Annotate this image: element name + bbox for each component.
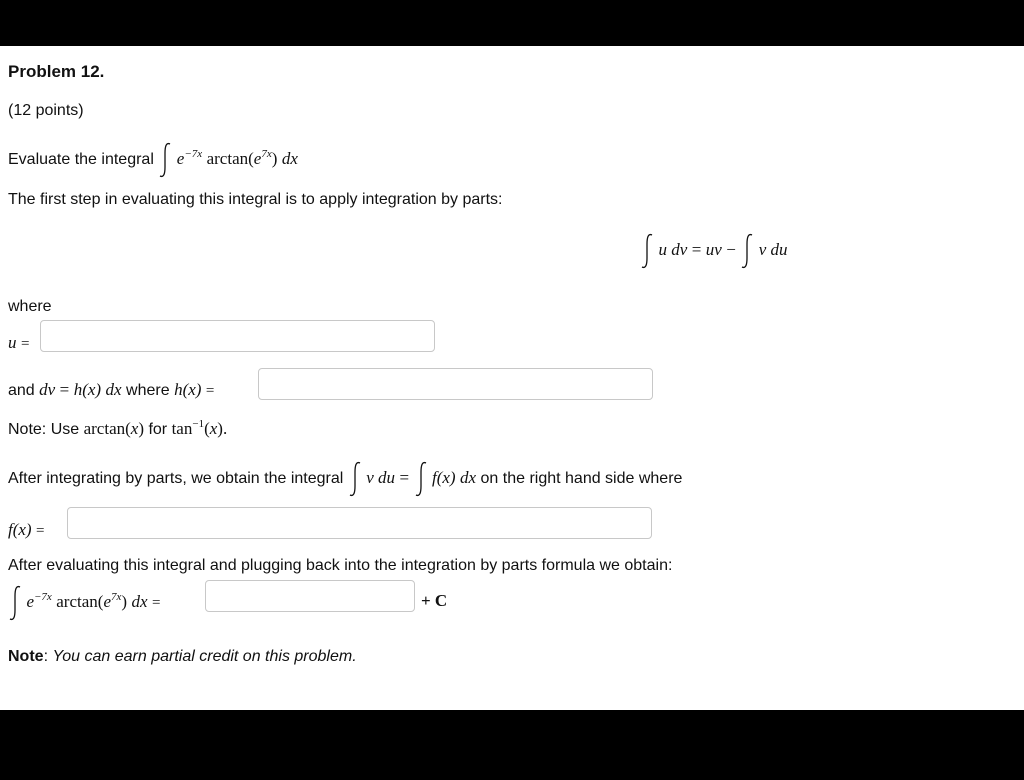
after-parts-suffix: on the right hand side where — [480, 470, 683, 488]
final-row — [8, 584, 160, 622]
problem-points: (12 points) — [8, 102, 84, 119]
after-eval-text: After evaluating this integral and plugging back into the integration by parts formula we obtain: — [8, 557, 673, 574]
plus-c — [421, 591, 447, 611]
after-parts-dx: dx — [460, 468, 477, 488]
note-end: ). — [217, 419, 228, 438]
after-parts-row — [8, 460, 682, 498]
formula-uv: uv — [705, 240, 722, 260]
formula-lhs: u dv — [658, 240, 688, 260]
u-label-group — [8, 333, 29, 353]
integral-sign-icon — [414, 460, 428, 498]
integral-sign-icon — [348, 460, 362, 498]
after-parts-equals: = — [399, 468, 410, 488]
formula-rhs: v du — [758, 240, 788, 260]
final-arctan: arctan( — [56, 592, 104, 612]
integral-sign-icon — [740, 232, 754, 270]
integral-sign-icon — [158, 141, 172, 179]
dv-label: dv — [39, 380, 56, 399]
u-input[interactable] — [40, 320, 435, 352]
footer-note — [8, 648, 357, 666]
footer-note-text: You can earn partial credit on this problem. — [52, 648, 357, 665]
note-prefix: Note: Use — [8, 421, 80, 438]
integrand-close: ) — [271, 149, 278, 169]
dv-and: and — [8, 382, 35, 399]
after-parts-text: After integrating by parts, we obtain the integral — [8, 470, 344, 488]
final-e: e — [26, 592, 34, 612]
dv-row — [8, 380, 214, 400]
fx-equals: = — [36, 523, 45, 539]
integrand-arctan: arctan( — [206, 149, 254, 169]
fx-input[interactable] — [67, 507, 652, 539]
note-x: x — [130, 419, 139, 438]
parts-formula — [640, 232, 788, 270]
arctan-note — [8, 418, 227, 439]
plus-c-label: + C — [421, 591, 448, 610]
formula-minus: − — [726, 240, 736, 260]
note-arctan: arctan( — [83, 419, 131, 438]
integral-sign-icon — [8, 584, 22, 622]
dv-where: where — [126, 382, 170, 399]
final-dx: dx — [131, 592, 148, 612]
fx-label: f(x) — [8, 520, 32, 539]
final-answer-input[interactable] — [205, 580, 415, 612]
u-label: u — [8, 333, 17, 352]
note-paren: ( — [204, 419, 210, 438]
dv-dx: dx — [105, 380, 122, 399]
dv-hx-equals: = — [205, 383, 215, 399]
u-equals: = — [20, 336, 30, 352]
problem-page — [0, 46, 1024, 710]
footer-note-label: Note — [8, 648, 44, 665]
problem-title: Problem 12. — [8, 62, 105, 81]
integrand-dx: dx — [281, 149, 298, 169]
footer-note-colon: : — [43, 648, 49, 665]
first-step-text: The first step in evaluating this integral is to apply integration by parts: — [8, 191, 503, 208]
integrand-exponent: −7x — [184, 148, 203, 161]
note-x2: x — [209, 419, 218, 438]
note-for: for — [148, 421, 168, 438]
after-parts-fx: f(x) — [431, 468, 456, 488]
integrand-inner-e: e — [253, 149, 262, 169]
formula-equals: = — [691, 240, 702, 260]
final-inner-e: e — [103, 592, 111, 612]
final-equals: = — [152, 595, 161, 612]
after-parts-vdu: v du — [366, 468, 396, 488]
integrand-e: e — [176, 149, 185, 169]
fx-label-group — [8, 520, 45, 540]
dv-hx-label: h(x) — [174, 380, 202, 399]
final-inner-exponent: 7x — [111, 591, 122, 604]
note-tan: tan — [171, 419, 193, 438]
integral-sign-icon — [640, 232, 654, 270]
final-close: ) — [121, 592, 128, 612]
integrand-inner-exponent: 7x — [261, 148, 272, 161]
note-tan-exponent: −1 — [192, 418, 205, 430]
dv-equals: = — [59, 380, 70, 399]
note-close: ) — [138, 419, 144, 438]
hx-input[interactable] — [258, 368, 653, 400]
final-exponent: −7x — [34, 591, 52, 604]
evaluate-text: Evaluate the integral — [8, 151, 154, 169]
evaluate-prompt — [8, 141, 298, 179]
dv-hx: h(x) — [73, 380, 102, 399]
where-label: where — [8, 298, 52, 315]
